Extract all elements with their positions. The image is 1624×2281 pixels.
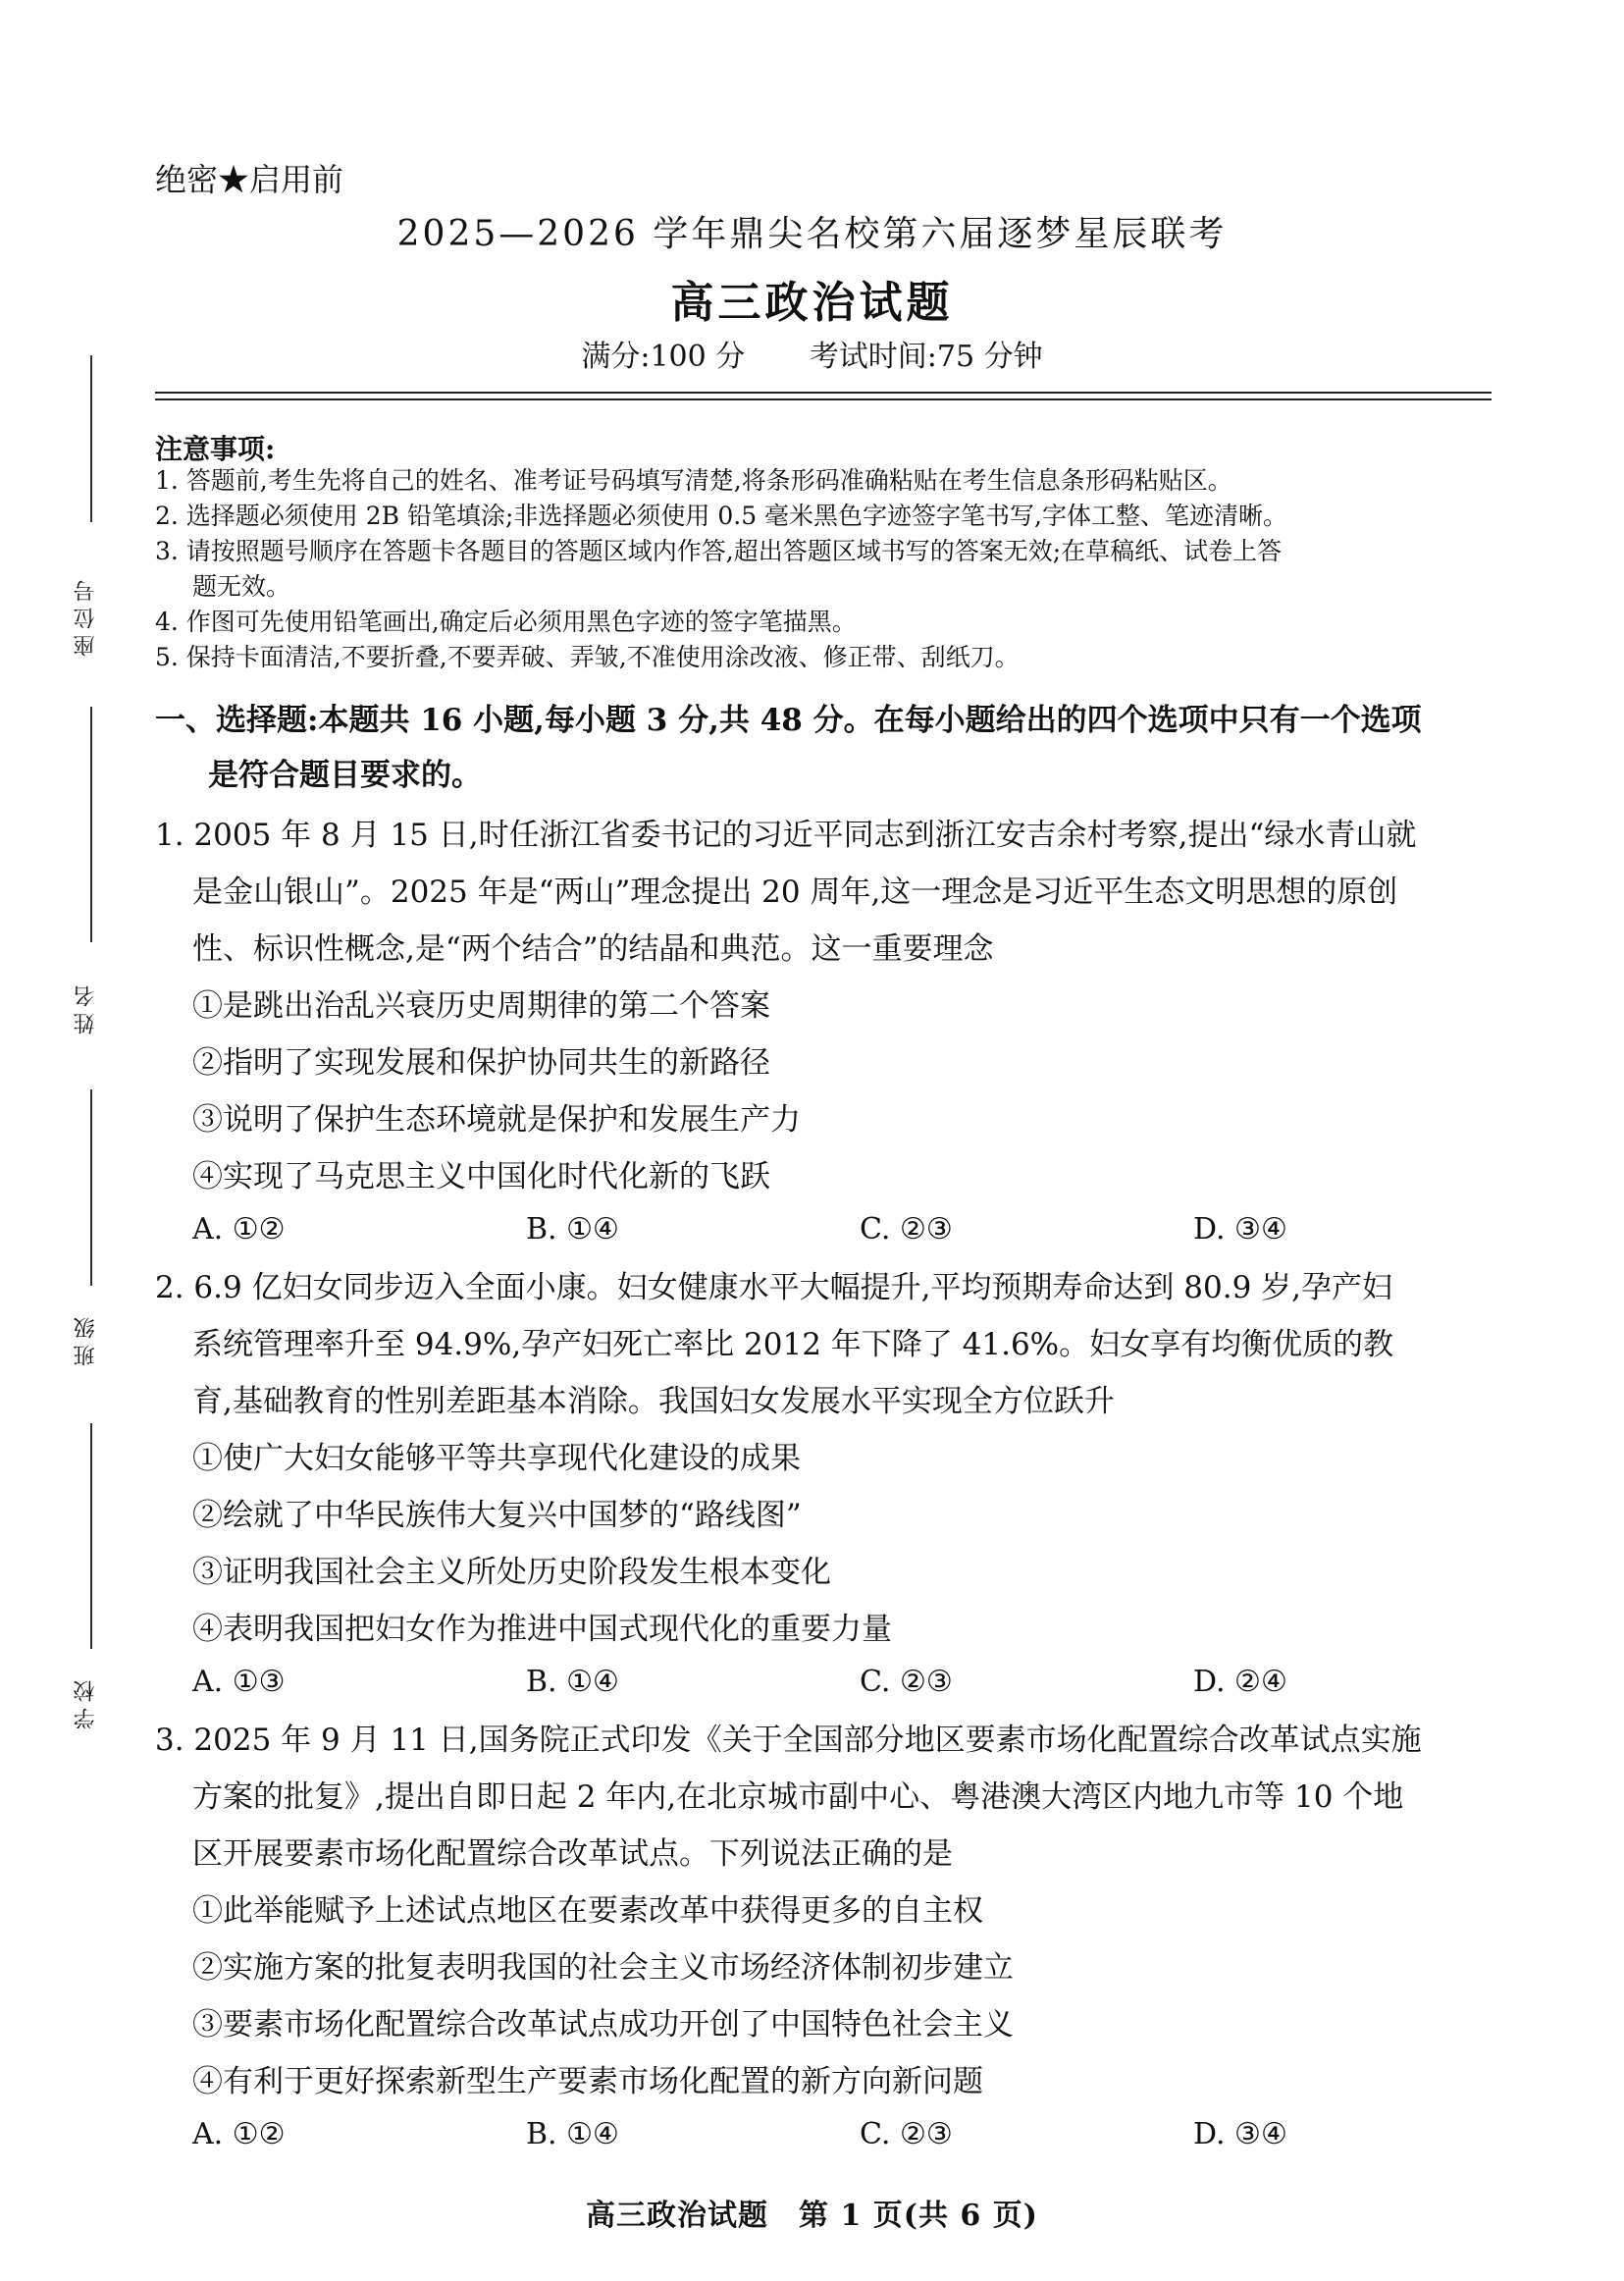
subject-title: 高三政治试题 [670, 278, 954, 328]
statement: ②绘就了中华民族伟大复兴中国梦的“路线图” [192, 1498, 802, 1533]
choice-a[interactable]: A. ①③ [192, 1665, 286, 1699]
statement: ①是跳出治乱兴衰历史周期律的第二个答案 [192, 988, 770, 1024]
choice-c[interactable]: C. ②③ [860, 2117, 953, 2151]
notice-item: 题无效。 [192, 572, 291, 601]
section-heading [155, 693, 1499, 803]
stem-line: 区开展要素市场化配置综合改革试点。下列说法正确的是 [192, 1836, 953, 1872]
class-label: 班级 [74, 1311, 98, 1366]
question-1-choices [192, 1201, 1468, 1258]
notice-item: 2. 选择题必须使用 2B 铅笔填涂;非选择题必须使用 0.5 毫米黑色字迹签字笔书写,字体工整、笔迹清晰。 [155, 502, 1287, 530]
exam-title: 2025—2026 学年鼎尖名校第六届逐梦星辰联考 [396, 214, 1228, 254]
question-2-stem [155, 1259, 1499, 1430]
page-footer: 高三政治试题 第 1 页(共 6 页) [586, 2199, 1038, 2233]
stem-line: 方案的批复》,提出自即日起 2 年内,在北京城市副中心、粤港澳大湾区内地九市等 10 个地 [192, 1779, 1404, 1815]
stem-line: 3. 2025 年 9 月 11 日,国务院正式印发《关于全国部分地区要素市场化配置综合改革试点实施 [155, 1723, 1422, 1758]
stem-line: 是金山银山”。2025 年是“两山”理念提出 20 周年,这一理念是习近平生态文明思想的原创 [192, 875, 1398, 910]
header-rule [155, 398, 1492, 400]
question-3-statements [192, 1883, 1014, 2110]
choice-d[interactable]: D. ③④ [1193, 1212, 1287, 1247]
choice-a[interactable]: A. ①② [192, 2117, 286, 2151]
question-2-statements [192, 1430, 892, 1658]
stem-line: 系统管理率升至 94.9%,孕产妇死亡率比 2012 年下降了 41.6%。妇女享有均衡优质的教 [192, 1327, 1394, 1362]
question-3-choices [192, 2106, 1468, 2163]
confidential-label: 绝密★启用前 [155, 161, 344, 198]
side-fill-line [90, 355, 92, 522]
school-label: 学校 [74, 1674, 98, 1729]
notice-item: 5. 保持卡面清洁,不要折叠,不要弄破、弄皱,不准使用涂改液、修正带、刮纸刀。 [155, 643, 1020, 671]
statement: ②实施方案的批复表明我国的社会主义市场经济体制初步建立 [192, 1950, 1014, 1986]
notice-title: 注意事项: [155, 433, 276, 465]
choice-b[interactable]: B. ①④ [526, 1212, 619, 1247]
stem-line: 育,基础教育的性别差距基本消除。我国妇女发展水平实现全方位跃升 [192, 1384, 1115, 1419]
stem-line: 2. 6.9 亿妇女同步迈入全面小康。妇女健康水平大幅提升,平均预期寿命达到 80.9 岁,孕产妇 [155, 1270, 1393, 1305]
choice-c[interactable]: C. ②③ [860, 1212, 953, 1247]
exam-meta [0, 332, 1624, 375]
side-fill-line [90, 707, 92, 942]
notice-item: 3. 请按照题号顺序在答题卡各题目的答题区域内作答,超出答题区域书写的答案无效;在草稿纸、试卷上答 [155, 537, 1283, 565]
side-fill-line [90, 1089, 92, 1286]
notice-item: 1. 答题前,考生先将自己的姓名、准考证号码填写清楚,将条形码准确粘贴在考生信息条形码粘贴区。 [155, 466, 1232, 495]
question-2-choices [192, 1654, 1468, 1711]
notice-list [155, 463, 1492, 675]
stem-line: 1. 2005 年 8 月 15 日,时任浙江省委书记的习近平同志到浙江安吉余村考察,提出“绿水青山就 [155, 818, 1417, 853]
statement: ①使广大妇女能够平等共享现代化建设的成果 [192, 1441, 801, 1476]
notice-item: 4. 作图可先使用铅笔画出,确定后必须用黑色字迹的签字笔描黑。 [155, 608, 857, 636]
choice-d[interactable]: D. ③④ [1193, 2117, 1287, 2151]
statement: ②指明了实现发展和保护协同共生的新路径 [192, 1045, 770, 1081]
statement: ③说明了保护生态环境就是保护和发展生产力 [192, 1102, 801, 1138]
question-1-stem [155, 807, 1499, 978]
choice-b[interactable]: B. ①④ [526, 2117, 619, 2151]
statement: ④实现了马克思主义中国化时代化新的飞跃 [192, 1159, 770, 1194]
choice-a[interactable]: A. ①② [192, 1212, 286, 1247]
stem-line: 性、标识性概念,是“两个结合”的结晶和典范。这一重要理念 [192, 931, 994, 967]
seat-number-label: 座位号 [74, 574, 98, 657]
exam-time: 考试时间:75 分钟 [809, 340, 1043, 374]
name-label: 姓名 [74, 980, 98, 1034]
section-heading-line: 是符合题目要求的。 [208, 758, 482, 793]
side-fill-line [90, 1423, 92, 1649]
full-score: 满分:100 分 [581, 340, 746, 374]
choice-c[interactable]: C. ②③ [860, 1665, 953, 1699]
statement: ④有利于更好探索新型生产要素市场化配置的新方向新问题 [192, 2064, 983, 2099]
header-rule [155, 392, 1492, 394]
statement: ④表明我国把妇女作为推进中国式现代化的重要力量 [192, 1612, 892, 1647]
question-1-statements [192, 978, 801, 1205]
section-heading-line: 一、选择题:本题共 16 小题,每小题 3 分,共 48 分。在每小题给出的四个选项中只有一个选项 [155, 703, 1422, 738]
statement: ①此举能赋予上述试点地区在要素改革中获得更多的自主权 [192, 1893, 983, 1929]
choice-d[interactable]: D. ②④ [1193, 1665, 1287, 1699]
statement: ③要素市场化配置综合改革试点成功开创了中国特色社会主义 [192, 2007, 1014, 2042]
statement: ③证明我国社会主义所处历史阶段发生根本变化 [192, 1555, 831, 1590]
question-3-stem [155, 1712, 1499, 1883]
choice-b[interactable]: B. ①④ [526, 1665, 619, 1699]
